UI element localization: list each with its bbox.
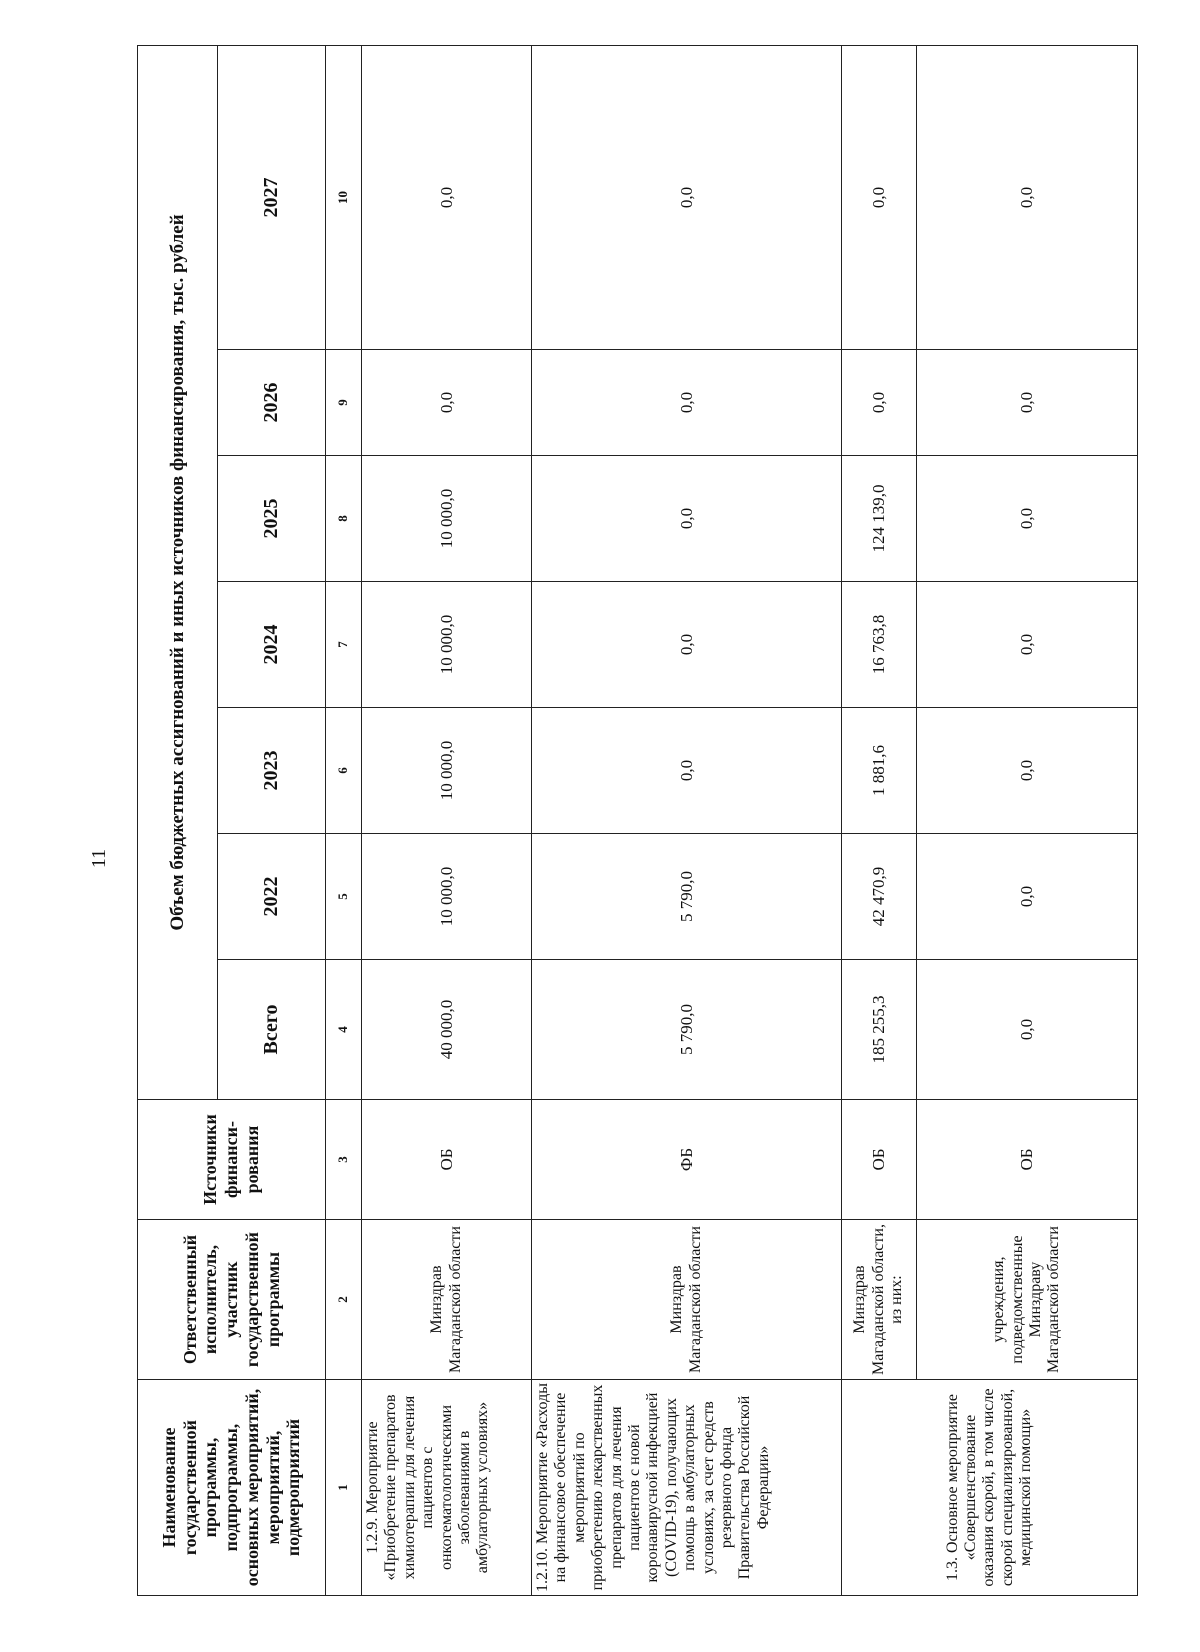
header-col3: Источники финанси-рования: [138, 1100, 326, 1220]
row-value: 1 881,6: [842, 708, 917, 834]
header-year-2023: 2023: [218, 708, 326, 834]
page-number: 11: [88, 848, 111, 869]
row-value: 0,0: [917, 708, 1138, 834]
row-name: 1.3. Основное мероприятие «Совершенствование оказания скорой, в том числе скорой специализированной, медицинской помощи»: [842, 1380, 1138, 1596]
row-responsible: Минздрав Магаданской области, из них:: [842, 1220, 917, 1380]
row-value: 40 000,0: [362, 960, 532, 1100]
row-source: ОБ: [917, 1100, 1138, 1220]
column-number: 2: [326, 1220, 362, 1380]
row-value: 0,0: [917, 350, 1138, 456]
row-name: 1.2.10. Мероприятие «Расходы на финансовое обеспечение мероприятий по приобретению лекарственных препаратов для лечения пациентов с новой коронавирусной инфекцией (COVID-19), получающих помощь в амбулаторных условиях, за счет средств резервного фонда Правительства Российской Федерации»: [532, 1380, 842, 1596]
table-row: [842, 45, 917, 1595]
row-responsible: Минздрав Магаданской области: [532, 1220, 842, 1380]
row-value: 0,0: [532, 350, 842, 456]
row-value: 0,0: [917, 45, 1138, 349]
row-value: 0,0: [532, 456, 842, 582]
row-value: 16 763,8: [842, 582, 917, 708]
row-value: 0,0: [917, 456, 1138, 582]
row-value: 10 000,0: [362, 582, 532, 708]
funding-table: [137, 45, 1138, 1596]
row-value: 0,0: [917, 582, 1138, 708]
row-value: 10 000,0: [362, 834, 532, 960]
column-number: 7: [326, 582, 362, 708]
rotated-table-container: [137, 46, 1137, 1596]
header-year-2022: 2022: [218, 834, 326, 960]
row-value: 0,0: [362, 350, 532, 456]
table-row: [917, 45, 1138, 1595]
header-col2: Ответственный исполнитель, участник государственной программы: [138, 1220, 326, 1380]
row-value: 5 790,0: [532, 960, 842, 1100]
column-number: 8: [326, 456, 362, 582]
row-value: 0,0: [532, 708, 842, 834]
header-funding-group: Объем бюджетных ассигнований и иных источников финансирования, тыс. рублей: [138, 45, 218, 1099]
column-number: 6: [326, 708, 362, 834]
row-value: 10 000,0: [362, 708, 532, 834]
column-number: 9: [326, 350, 362, 456]
row-responsible: Минздрав Магаданской области: [362, 1220, 532, 1380]
column-number: 5: [326, 834, 362, 960]
row-responsible: учреждения, подведомственные Минздраву Магаданской области: [917, 1220, 1138, 1380]
header-year-2026: 2026: [218, 350, 326, 456]
row-value: 5 790,0: [532, 834, 842, 960]
column-number: 3: [326, 1100, 362, 1220]
header-col1: Наименование государственной программы, подпрограммы, основных мероприятий, мероприятий, подмероприятий: [138, 1380, 326, 1596]
row-value: 0,0: [842, 350, 917, 456]
row-name: 1.2.9. Мероприятие «Приобретение препаратов химиотерапии для лечения пациентов с онкогематологическими заболеваниями в амбулаторных условиях»: [362, 1380, 532, 1596]
header-year-total: Всего: [218, 960, 326, 1100]
column-number: 1: [326, 1380, 362, 1596]
table-row: [532, 45, 842, 1595]
header-year-2027: 2027: [218, 45, 326, 349]
row-value: 10 000,0: [362, 456, 532, 582]
header-year-2024: 2024: [218, 582, 326, 708]
row-value: 124 139,0: [842, 456, 917, 582]
row-source: ОБ: [842, 1100, 917, 1220]
row-source: ОБ: [362, 1100, 532, 1220]
column-number: 4: [326, 960, 362, 1100]
table-row: [362, 45, 532, 1595]
row-value: 0,0: [917, 834, 1138, 960]
row-source: ФБ: [532, 1100, 842, 1220]
row-value: 0,0: [842, 45, 917, 349]
row-value: 0,0: [532, 45, 842, 349]
row-value: 42 470,9: [842, 834, 917, 960]
row-value: 0,0: [532, 582, 842, 708]
row-value: 0,0: [362, 45, 532, 349]
row-value: 185 255,3: [842, 960, 917, 1100]
header-year-2025: 2025: [218, 456, 326, 582]
row-value: 0,0: [917, 960, 1138, 1100]
column-number: 10: [326, 45, 362, 349]
